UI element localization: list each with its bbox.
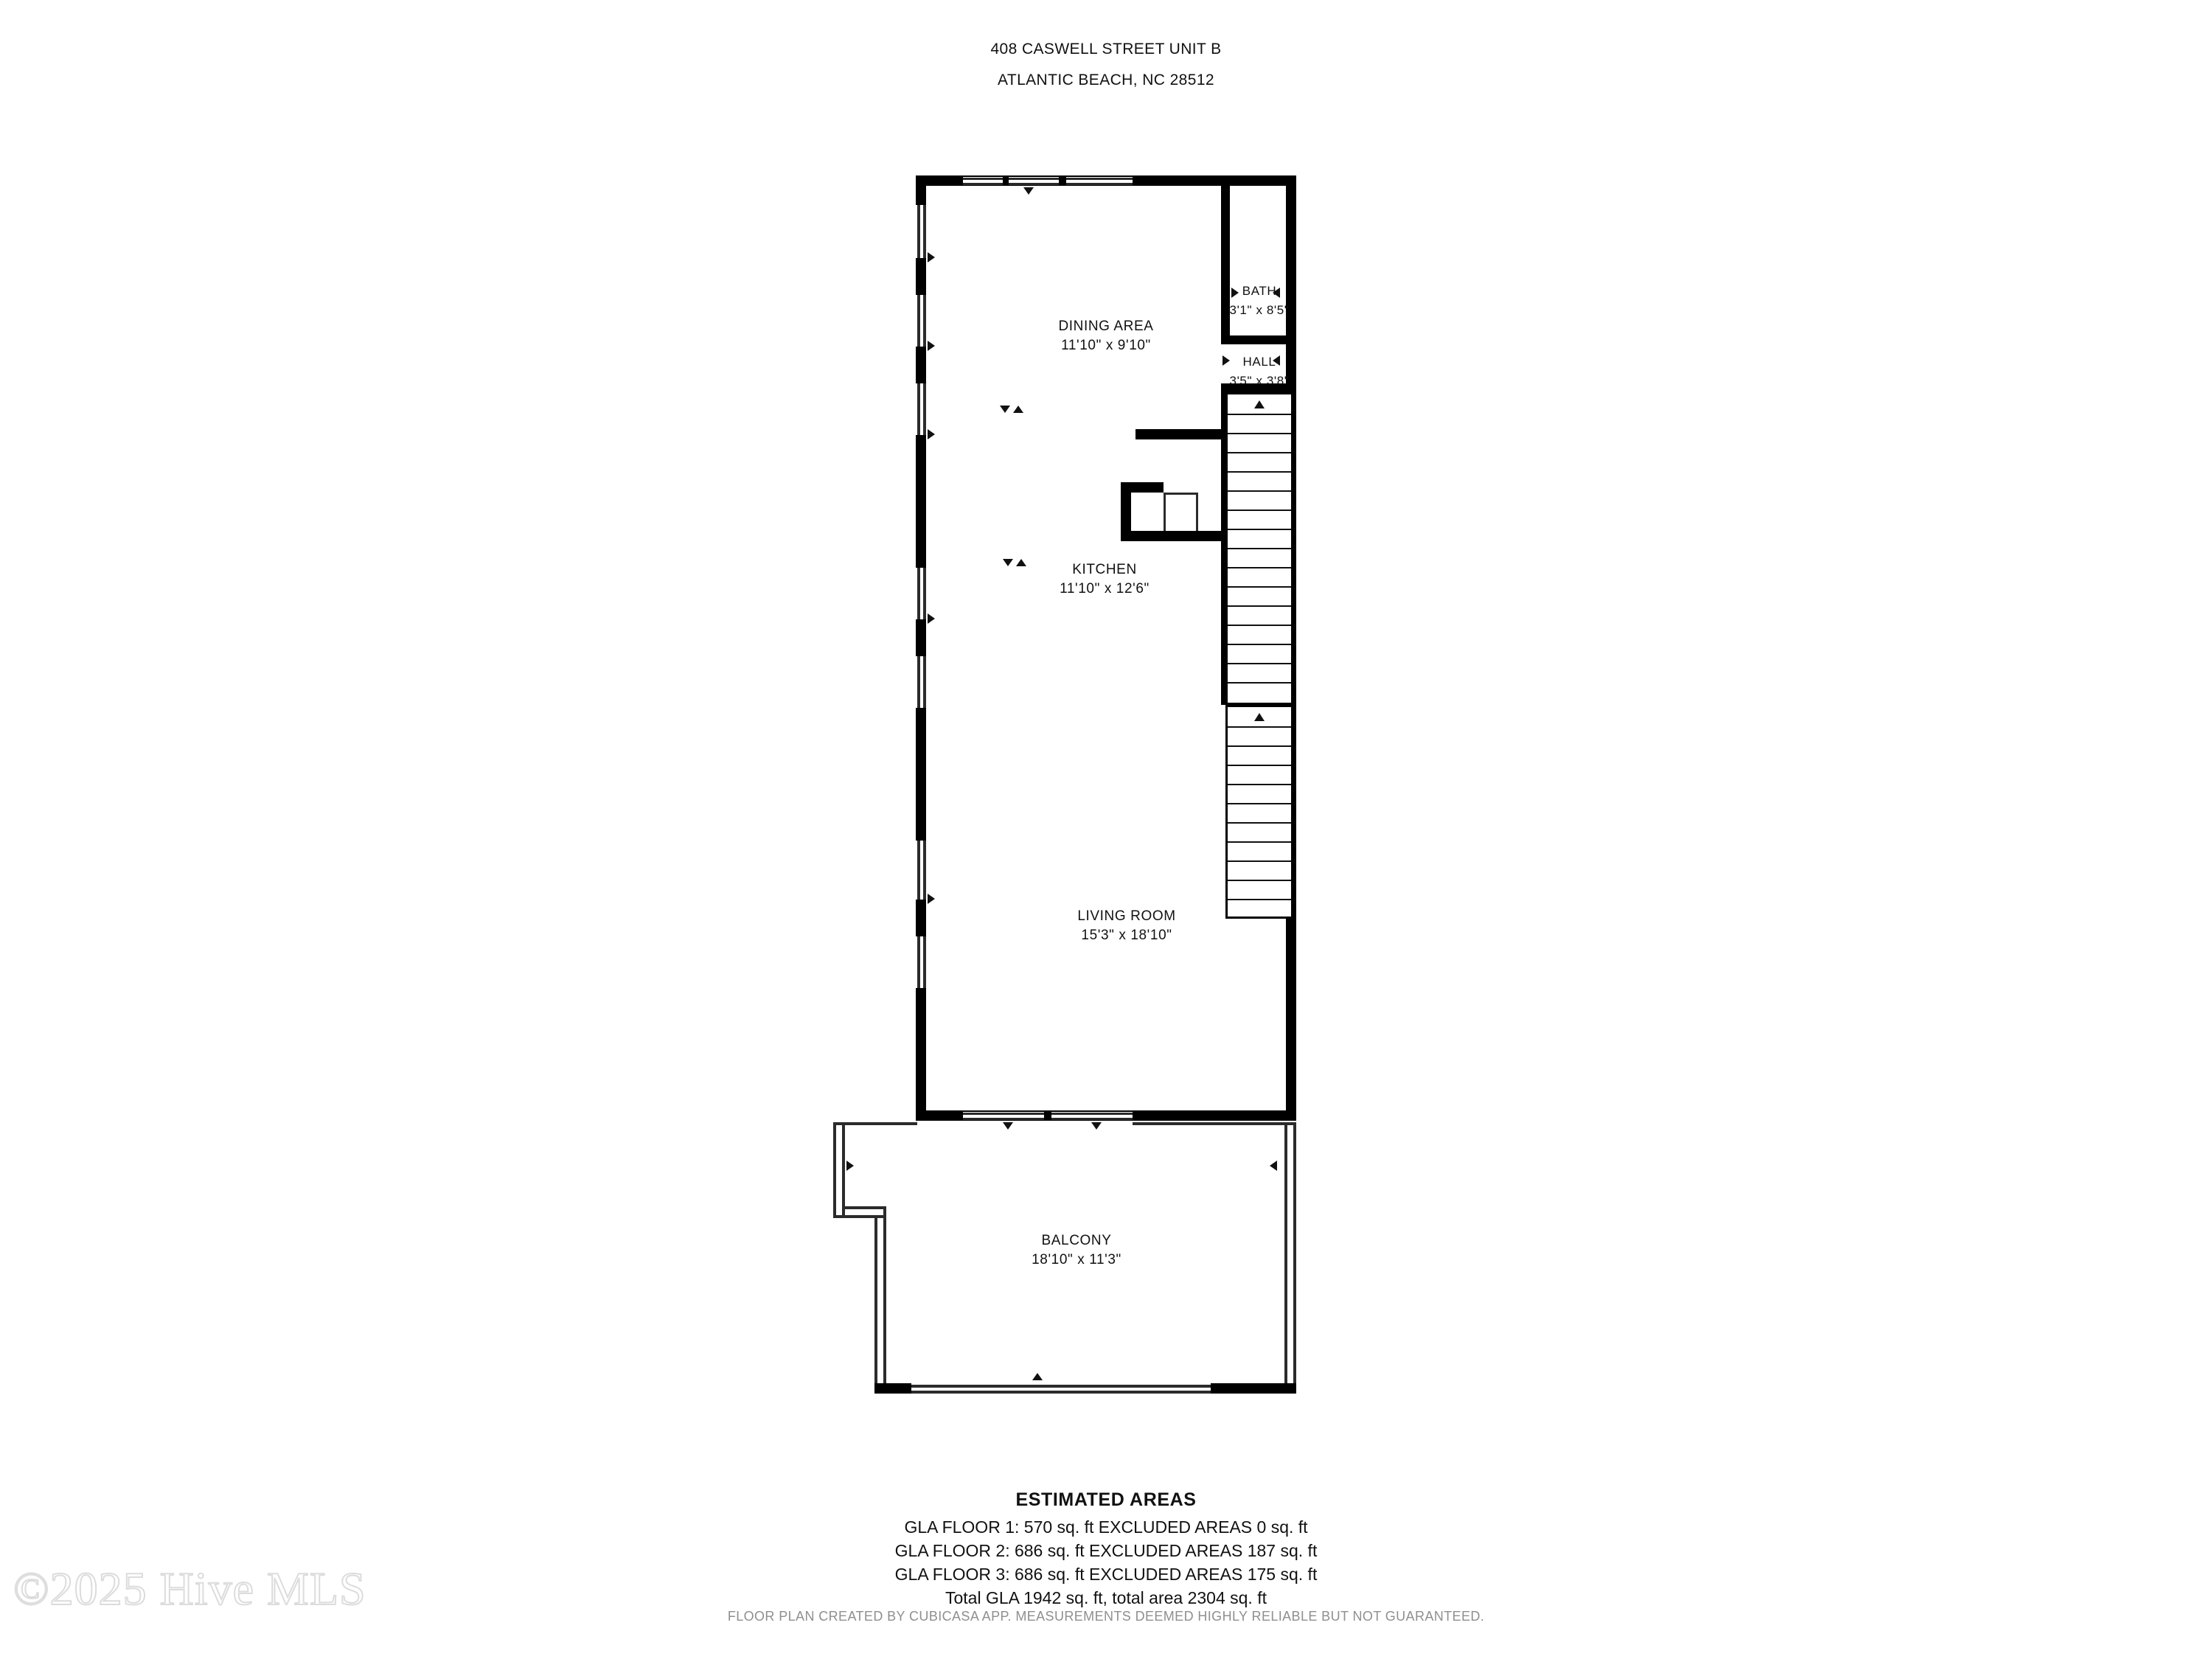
room-name-kitchen: KITCHEN [1072, 562, 1137, 577]
stair-tread [1228, 625, 1291, 626]
window-left-7 [917, 936, 920, 988]
door-marker-left-5 [928, 894, 935, 904]
door-marker-left-4 [928, 613, 935, 624]
balcony-step-v [883, 1206, 886, 1394]
fixture-marker-dining [1000, 406, 1010, 413]
balcony-bottom-left-post [874, 1383, 911, 1394]
stair-tread [1228, 745, 1291, 747]
room-label-dining-area [1032, 317, 1180, 355]
window-left-2b [923, 295, 926, 347]
balcony-bottom-rail [911, 1385, 1211, 1388]
window-top-mullion [1003, 175, 1009, 186]
window-top-line-b [963, 183, 1059, 185]
room-dims-balcony: 18'10" x 11'3" [1032, 1252, 1121, 1267]
door-marker-left-2 [928, 341, 935, 351]
wall-bath-bottom [1221, 335, 1296, 344]
stair-tread [1228, 803, 1291, 804]
room-name-hall: HALL [1242, 355, 1276, 369]
floor-plan-drawing [818, 170, 1335, 1401]
stair-tread [1228, 548, 1291, 549]
stair-tread [1228, 605, 1291, 607]
window-left-7b [923, 936, 926, 988]
total-gla-line: Total GLA 1942 sq. ft, total area 2304 sq. ft [945, 1588, 1267, 1607]
window-left-1b [923, 205, 926, 258]
wall-kitchen-counter-lower [1121, 531, 1222, 541]
door-marker-top [1023, 187, 1034, 195]
stair-tread [1228, 529, 1291, 530]
room-name-bath: BATH [1242, 284, 1277, 298]
window-left-4b [923, 568, 926, 619]
window-top2-line-a [1066, 178, 1133, 180]
address-line-1: 408 CASWELL STREET UNIT B [990, 41, 1222, 58]
window-left-4 [917, 568, 920, 619]
stair-tread [1228, 490, 1291, 492]
room-label-bath [1208, 282, 1311, 320]
appliance-recess [1164, 493, 1197, 531]
slider-line-1b [963, 1118, 1044, 1120]
wall-left-seg-5 [916, 619, 926, 656]
stair-tread [1228, 822, 1291, 824]
gla-floor-3-line: GLA FLOOR 3: 686 sq. ft EXCLUDED AREAS 175 sq. ft [894, 1565, 1318, 1584]
room-name-living: LIVING ROOM [1077, 908, 1176, 924]
door-marker-balcony-right [1270, 1161, 1277, 1171]
door-marker-left-1 [928, 252, 935, 262]
door-marker-slider-2 [1091, 1122, 1102, 1130]
stair-tread [1228, 509, 1291, 511]
balcony-rail-right-inner [1284, 1122, 1287, 1394]
staircase-lower [1225, 705, 1293, 919]
balcony-step-h [833, 1215, 886, 1218]
window-left-5b [923, 656, 926, 708]
room-dims-living: 15'3" x 18'10" [1081, 928, 1172, 943]
balcony-step-v-outer [874, 1215, 877, 1394]
stair-tread [1228, 663, 1291, 664]
wall-left-seg-8 [916, 988, 926, 1121]
window-left-6 [917, 841, 920, 900]
wall-bath-left [1221, 186, 1230, 344]
window-left-5 [917, 656, 920, 708]
balcony-bottom-right-post [1211, 1383, 1296, 1394]
slider-line-1a [963, 1113, 1044, 1115]
room-label-living-room [1053, 907, 1200, 945]
wall-left-seg-6 [916, 708, 926, 841]
wall-left-seg-2 [916, 258, 926, 295]
door-marker-balcony-bottom [1032, 1373, 1043, 1380]
appliance-outline-right [1196, 493, 1198, 531]
staircase [1225, 392, 1293, 705]
balcony-rail-right [1293, 1122, 1296, 1394]
stair-tread [1228, 452, 1291, 453]
fixture-marker-dining-2 [1013, 406, 1023, 413]
plan-header [0, 34, 2212, 96]
room-label-kitchen [1031, 560, 1178, 599]
window-left-2 [917, 295, 920, 347]
balcony-rail-top-left [833, 1122, 917, 1125]
stair-tread [1228, 880, 1291, 881]
stair-tread [1228, 841, 1291, 843]
room-dims-dining: 11'10" x 9'10" [1061, 338, 1151, 353]
wall-left-seg-1 [916, 175, 926, 205]
appliance-outline-top [1164, 493, 1197, 495]
estimated-areas-title: ESTIMATED AREAS [1015, 1489, 1197, 1510]
stair-tread [1228, 414, 1291, 415]
window-left-3b [923, 383, 926, 435]
slider-line-2b [1051, 1118, 1133, 1120]
stair-tread [1228, 726, 1291, 728]
window-top2-line-b [1066, 183, 1133, 185]
balcony-step-h-inner [842, 1206, 886, 1209]
window-left-1 [917, 205, 920, 258]
stair-tread [1228, 899, 1291, 900]
room-name-dining: DINING AREA [1058, 319, 1154, 334]
door-marker-left-3 [928, 429, 935, 439]
stair-tread [1228, 471, 1291, 473]
watermark-text: ©2025 Hive MLS [13, 1562, 366, 1615]
slider-mullion [1044, 1110, 1051, 1121]
stair-direction-arrow-up-lower [1254, 713, 1265, 721]
wall-left-seg-7 [916, 900, 926, 936]
balcony-rail-top-right [1133, 1122, 1296, 1125]
stair-tread [1228, 765, 1291, 766]
balcony-bottom-rail-inner [911, 1391, 1211, 1394]
appliance-outline-left [1164, 493, 1166, 531]
balcony-rail-left-upper-inner [842, 1122, 845, 1218]
stair-tread [1228, 784, 1291, 785]
stair-tread [1228, 644, 1291, 645]
gla-floor-1-line: GLA FLOOR 1: 570 sq. ft EXCLUDED AREAS 0 sq. ft [904, 1517, 1308, 1537]
wall-kitchen-counter-upper [1135, 429, 1222, 439]
window-left-3 [917, 383, 920, 435]
fixture-marker-kitchen-2 [1016, 559, 1026, 566]
room-dims-hall: 3'5" x 3'8" [1229, 374, 1290, 388]
plan-disclaimer: FLOOR PLAN CREATED BY CUBICASA APP. MEASUREMENTS DEEMED HIGHLY RELIABLE BUT NOT GUARANTEED. [727, 1609, 1485, 1624]
address-line-2: ATLANTIC BEACH, NC 28512 [998, 72, 1214, 88]
wall-left-seg-3 [916, 347, 926, 383]
stair-tread [1228, 860, 1291, 862]
stair-tread [1228, 433, 1291, 434]
window-top-line-a [963, 178, 1059, 180]
room-dims-kitchen: 11'10" x 12'6" [1060, 581, 1150, 597]
fixture-marker-kitchen [1003, 559, 1013, 566]
wall-left-seg-4 [916, 435, 926, 568]
stair-tread [1228, 586, 1291, 588]
door-marker-slider [1003, 1122, 1013, 1130]
balcony-rail-left-upper [833, 1122, 836, 1218]
stair-tread [1228, 567, 1291, 568]
room-name-balcony: BALCONY [1041, 1233, 1112, 1248]
stair-tread [1228, 682, 1291, 684]
room-label-balcony [1003, 1231, 1150, 1270]
room-dims-bath: 3'1" x 8'5" [1229, 303, 1290, 317]
room-label-hall [1208, 352, 1311, 391]
door-marker-balcony-left [846, 1161, 854, 1171]
gla-floor-2-line: GLA FLOOR 2: 686 sq. ft EXCLUDED AREAS 187 sq. ft [894, 1541, 1318, 1560]
slider-line-2a [1051, 1113, 1133, 1115]
window-left-6b [923, 841, 926, 900]
stair-direction-arrow-up [1254, 400, 1265, 408]
